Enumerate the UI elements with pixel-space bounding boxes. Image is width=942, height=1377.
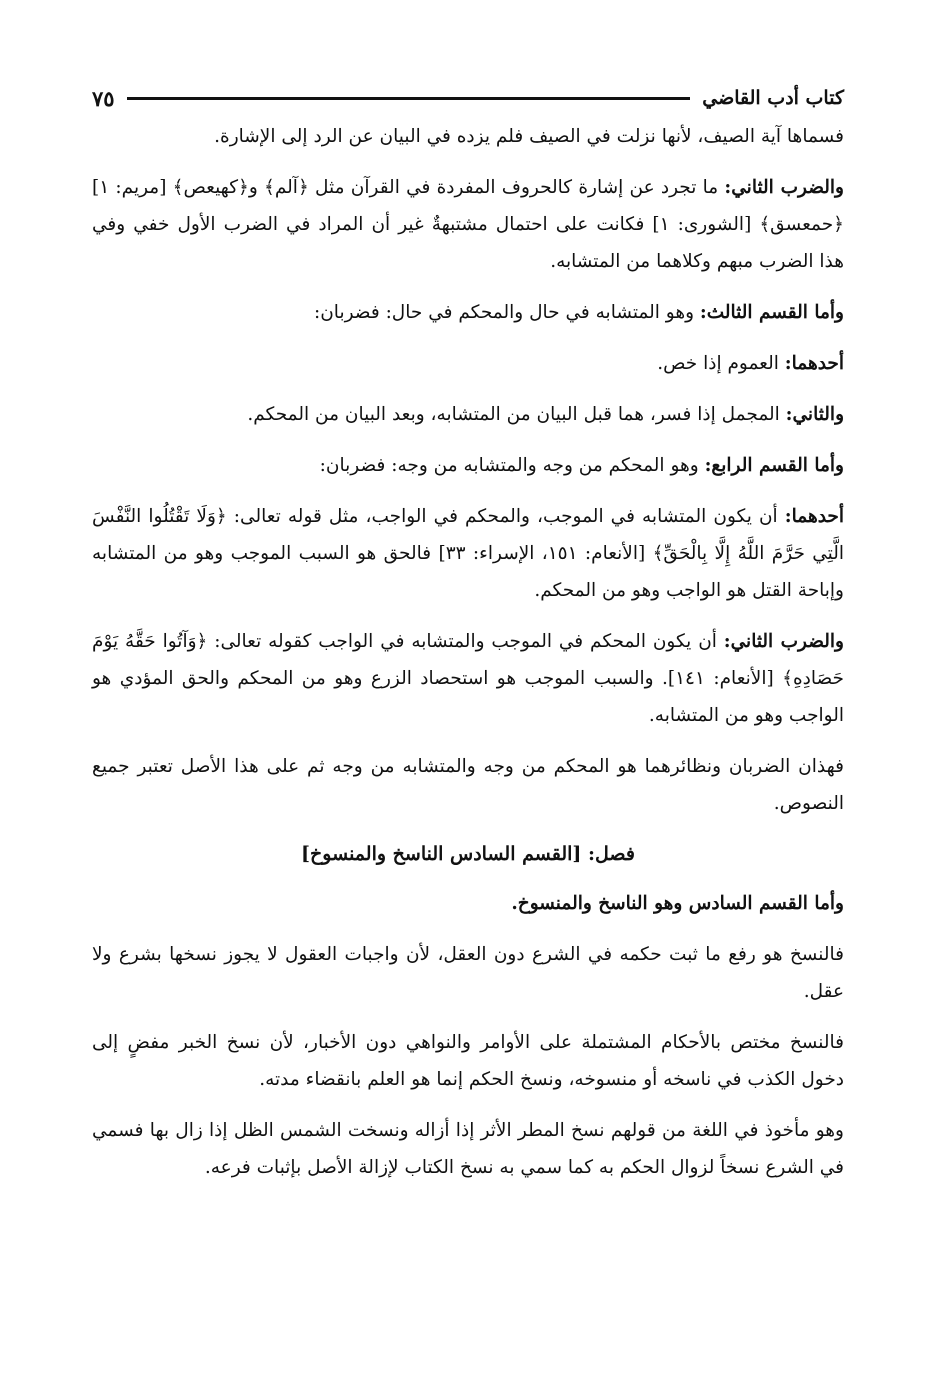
paragraph (92, 885, 844, 922)
paragraph (92, 169, 844, 280)
paragraph-text: العموم إذا خص. (657, 353, 785, 374)
paragraph-text: فالنسخ مختص بالأحكام المشتملة على الأوامر والنواهي دون الأخبار، لأن نسخ الخبر مفضٍ إلى دخول الكذب في ناسخه أو منسوخه، ونسخ الحكم إنما هو العلم بانقضاء مدته. (92, 1032, 844, 1090)
paragraph-text: فالنسخ هو رفع ما ثبت حكمه في الشرع دون العقل، لأن واجبات العقول لا يجوز نسخها بشرع ولا عقل. (92, 944, 844, 1002)
paragraph-lead: والضرب الثاني: (723, 631, 844, 652)
paragraph-text: وهو مأخوذ في اللغة من قولهم نسخ المطر الأثر إذا أزاله ونسخت الشمس الظل إذا زال بها فسمي في الشرع نسخاً لزوال الحكم به كما سمي به نسخ الكتاب لإزالة الأصل بإثبات فرعه. (92, 1120, 844, 1178)
paragraph (92, 936, 844, 1010)
paragraph-text: المجمل إذا فسر، هما قبل البيان من المتشابه، وبعد البيان من المحكم. (247, 404, 786, 425)
paragraph-text: ما تجرد عن إشارة كالحروف المفردة في القرآن مثل ﴿آلم﴾ و﴿كهيعص﴾ [مريم: ١] ﴿حمعسق﴾ [الشورى: ١] فكانت على احتمال مشتبهةٌ غير أن المراد في الضرب الأول خفي وفي هذا الضرب مبهم وكلاهما من المتشابه. (92, 177, 844, 272)
paragraph-lead: وأما القسم الرابع: (704, 455, 844, 476)
paragraph (92, 447, 844, 484)
paragraph-lead: أحدهما: (784, 506, 844, 527)
paragraph-lead: أحدهما: (784, 353, 844, 374)
paragraph-lead: والثاني: (785, 404, 844, 425)
paragraph-lead: وأما القسم الثالث: (699, 302, 844, 323)
paragraph (92, 345, 844, 382)
paragraph-text: أن يكون المحكم في الموجب والمتشابه في الواجب كقوله تعالى: ﴿وَآتُوا حَقَّهُ يَوْمَ حَصَادِهِ﴾ [الأنعام: ١٤١]. والسبب الموجب هو استحصاد الزرع وهو من المحكم والحق المؤدي هو الواجب وهو من المتشابه. (92, 631, 844, 726)
paragraph (92, 1024, 844, 1098)
paragraph-text: فسماها آية الصيف، لأنها نزلت في الصيف فلم يزده في البيان عن الرد إلى الإشارة. (214, 126, 844, 147)
header-rule (127, 97, 691, 100)
body-text (92, 118, 844, 1186)
paragraph (92, 118, 844, 155)
paragraph (92, 748, 844, 822)
section-heading: فصل: [القسم السادس الناسخ والمنسوخ] (301, 843, 635, 865)
paragraph (92, 396, 844, 433)
running-header (92, 78, 844, 118)
paragraph-text: وهو المحكم من وجه والمتشابه من وجه: فضربان: (319, 455, 705, 476)
page-number: ٧٥ (92, 85, 115, 111)
paragraph (92, 498, 844, 609)
paragraph-text: أن يكون المتشابه في الموجب، والمحكم في الواجب، مثل قوله تعالى: ﴿وَلَا تَقْتُلُوا النَّفْسَ الَّتِي حَرَّمَ اللَّهُ إِلَّا بِالْحَقِّ﴾ [الأنعام: ١٥١، الإسراء: ٣٣] فالحق هو السبب الموجب وهو من المتشابه وإباحة القتل هو الواجب وهو من المحكم. (92, 506, 845, 601)
paragraph-text: فهذان الضربان ونظائرهما هو المحكم من وجه والمتشابه من وجه ثم على هذا الأصل تعتبر جميع النصوص. (92, 756, 844, 814)
paragraph (92, 1112, 844, 1186)
paragraph-text: وهو المتشابه في حال والمحكم في حال: فضربان: (313, 302, 700, 323)
book-title: كتاب أدب القاضي (702, 87, 844, 109)
paragraph-lead: والضرب الثاني: (724, 177, 844, 198)
paragraph-lead: وأما القسم السادس وهو الناسخ والمنسوخ. (511, 893, 844, 914)
paragraph (92, 294, 844, 331)
book-page (92, 78, 844, 1200)
paragraph (92, 623, 844, 734)
